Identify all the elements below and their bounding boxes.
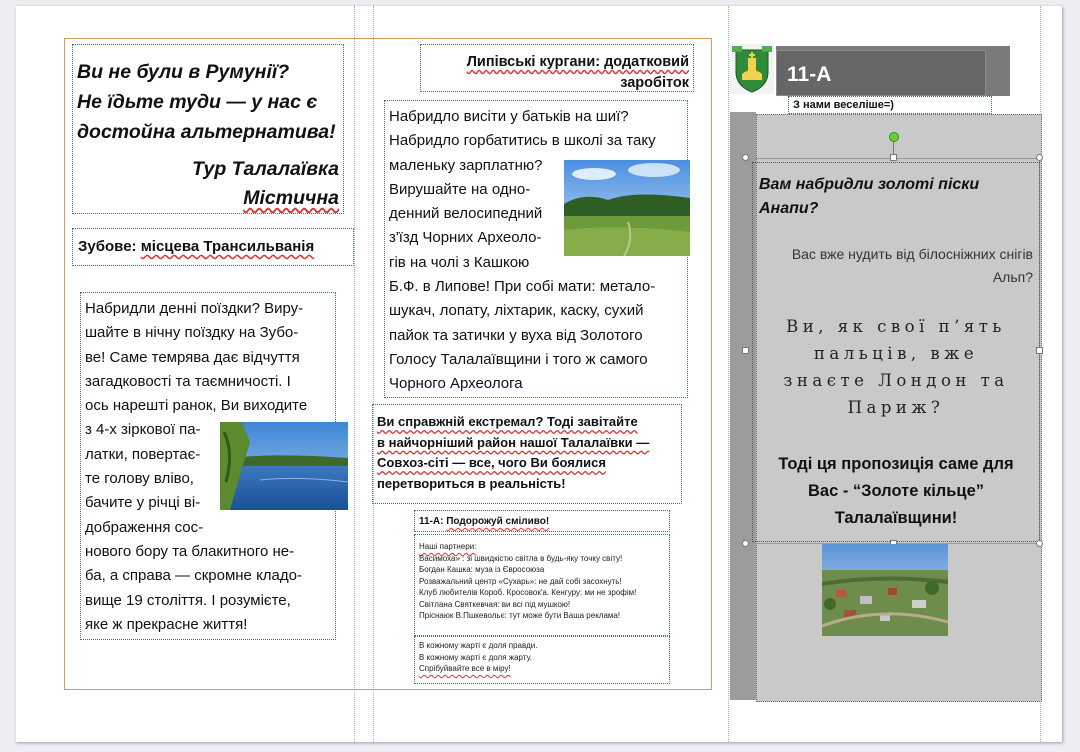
- kurgany-line: гів на чолі з Кашкою: [389, 253, 530, 271]
- extreme-line: перетвориться в реальність!: [377, 475, 566, 491]
- town-aerial-photo-icon: [822, 544, 948, 636]
- zubove-line: ве! Саме темрява дає відчуття: [85, 348, 300, 366]
- river-photo-icon[interactable]: [220, 422, 348, 510]
- partners-title-prefix: 11-А:: [419, 516, 447, 527]
- partners-title-textbox[interactable]: [414, 510, 670, 532]
- tour-title-line: Містична: [243, 187, 339, 209]
- resize-handle[interactable]: [1036, 154, 1043, 161]
- alps-line: Вас вже нудить від білосніжних снігів: [791, 246, 1033, 262]
- motto-line: В кожному жарті є доля правди.: [419, 641, 538, 650]
- kurgany-line: Набридло висіти у батьків на шиї?: [389, 108, 629, 125]
- zubove-line: яке ж прекрасне життя!: [85, 615, 248, 633]
- class-header-textbox[interactable]: [776, 50, 986, 96]
- kurgany-line: пайок та затички у вуха від Золотого: [389, 326, 643, 344]
- offer-line: Талалаївщини!: [834, 509, 958, 527]
- headline-line: Не їдьте туди — у нас є: [77, 91, 318, 113]
- zubove-title-prefix: Зубове:: [78, 238, 141, 255]
- offer-line: Тоді ця пропозиція саме для: [778, 455, 1014, 473]
- headline-line: Ви не були в Румунії?: [77, 61, 290, 83]
- offer-textbox[interactable]: [752, 162, 1040, 542]
- zubove-line: загадковості та таємничості. І: [85, 372, 291, 390]
- resize-handle[interactable]: [1036, 540, 1043, 547]
- coat-of-arms-icon: [730, 44, 774, 94]
- kurgany-line: Б.Ф. в Липове! При собі мати: метало-: [389, 278, 656, 296]
- publication-page: [16, 6, 1062, 742]
- alps-line: Альп?: [992, 269, 1033, 285]
- meadow-photo-icon: [564, 160, 690, 256]
- kurgany-title-line: заробіток: [620, 75, 689, 91]
- kurgany-line: маленьку зарплатню?: [389, 156, 543, 174]
- extreme-line: Ви справжній екстремал? Тоді завітайте: [377, 414, 638, 429]
- partners-line: Наші партнери:: [419, 542, 477, 551]
- partners-line: Васимоха» : зі швидкістю світла в будь-яку точку світу!: [419, 553, 623, 563]
- extreme-textbox[interactable]: [372, 404, 682, 504]
- partners-line: Богдан Кашка: муза із Євросоюза: [419, 565, 545, 574]
- kurgany-line: Вирушайте на одно-: [389, 180, 531, 198]
- zubove-title-textbox[interactable]: [72, 228, 354, 266]
- partners-line: Світлана Святкевчая: ви всі під мушкою!: [419, 599, 571, 609]
- zubove-title-link: місцева Трансильванія: [140, 238, 315, 255]
- motto-textbox[interactable]: [414, 636, 670, 684]
- zubove-line: Набридли денні поїздки? Виру-: [85, 300, 304, 317]
- extreme-line: Совхоз-сіті — все, чого Ви боялися: [377, 455, 606, 470]
- zubove-line: дображення сос-: [85, 518, 204, 536]
- offer-line: Вас - “Золоте кільце”: [808, 482, 984, 500]
- zubove-line: з 4-х зіркової па-: [85, 421, 201, 439]
- headline-textbox[interactable]: [72, 44, 344, 214]
- kurgany-line: денний велосипедний: [389, 205, 543, 223]
- motto-line: Спрібуйвайте все в міру!: [419, 664, 511, 673]
- motto-line: В кожному жарті є доля жарту.: [419, 652, 532, 662]
- anapa-line: Анапи?: [759, 200, 819, 217]
- river-photo-icon: [220, 422, 348, 510]
- london-line: Париж?: [847, 398, 945, 417]
- extreme-line: в найчорніший район нашої Талалаївки —: [377, 434, 650, 450]
- london-line: Ви, як свої п’ять: [786, 317, 1006, 336]
- kurgany-title-textbox[interactable]: [420, 44, 694, 92]
- kurgany-line: з'їзд Чорних Археоло-: [389, 229, 542, 247]
- resize-handle[interactable]: [890, 154, 897, 161]
- rotate-stem: [893, 140, 894, 155]
- resize-handle[interactable]: [1036, 347, 1043, 354]
- partners-line: Пріснаюк В.Пшкевольє: тут може бути Ваша реклама!: [419, 611, 621, 620]
- kurgany-title-line: Липівські кургани: додатковий: [466, 54, 689, 70]
- partners-line: Клуб любителів Короб. Кросовок'а. Кенгуру: ми не зрофім!: [419, 588, 637, 597]
- column-guide: [728, 6, 729, 742]
- london-line: пальців, вже: [813, 344, 979, 363]
- tagline: З нами веселіше=): [793, 99, 894, 111]
- rotate-handle[interactable]: [889, 132, 899, 142]
- zubove-line: нового бору та блакитного не-: [85, 542, 295, 560]
- partners-title-link: Подорожуй сміливо!: [446, 516, 550, 527]
- resize-handle[interactable]: [742, 540, 749, 547]
- resize-handle[interactable]: [742, 347, 749, 354]
- tour-title-line: Тур Талалаївка: [192, 158, 339, 180]
- zubove-line: латки, повертає-: [85, 445, 201, 463]
- headline-line: достойна альтернатива!: [77, 121, 336, 143]
- london-line: знаєте Лондон та: [783, 371, 1009, 390]
- partners-list-textbox[interactable]: [414, 534, 670, 636]
- resize-handle[interactable]: [742, 154, 749, 161]
- coat-of-arms-icon[interactable]: [730, 44, 774, 94]
- kurgany-line: Чорного Археолога: [389, 375, 523, 393]
- anapa-line: Вам набридли золоті піски: [759, 176, 980, 193]
- tagline-textbox[interactable]: [788, 96, 992, 114]
- zubove-line: те голову вліво,: [85, 470, 194, 488]
- zubove-line: ба, а справа — скромне кладо-: [85, 567, 302, 585]
- town-aerial-photo-icon[interactable]: [822, 544, 948, 636]
- zubove-line: ось нарешті ранок, Ви виходите: [85, 397, 308, 415]
- kurgany-line: шукач, лопату, ліхтарик, каску, сухий: [389, 302, 644, 320]
- partners-line: Розважальний центр «Сухарь»: не дай собі засохнуть!: [419, 576, 622, 586]
- zubove-line: бачите у річці ві-: [85, 494, 201, 512]
- meadow-photo-icon[interactable]: [564, 160, 690, 256]
- kurgany-line: Набридло горбатитись в школі за таку: [389, 132, 656, 150]
- zubove-line: шайте в нічну поїздку на Зубо-: [85, 324, 299, 342]
- class-name: 11-A: [787, 63, 832, 86]
- zubove-line: вище 19 століття. І розумієте,: [85, 591, 291, 609]
- kurgany-line: Голосу Талалаївщини і того ж самого: [389, 350, 648, 368]
